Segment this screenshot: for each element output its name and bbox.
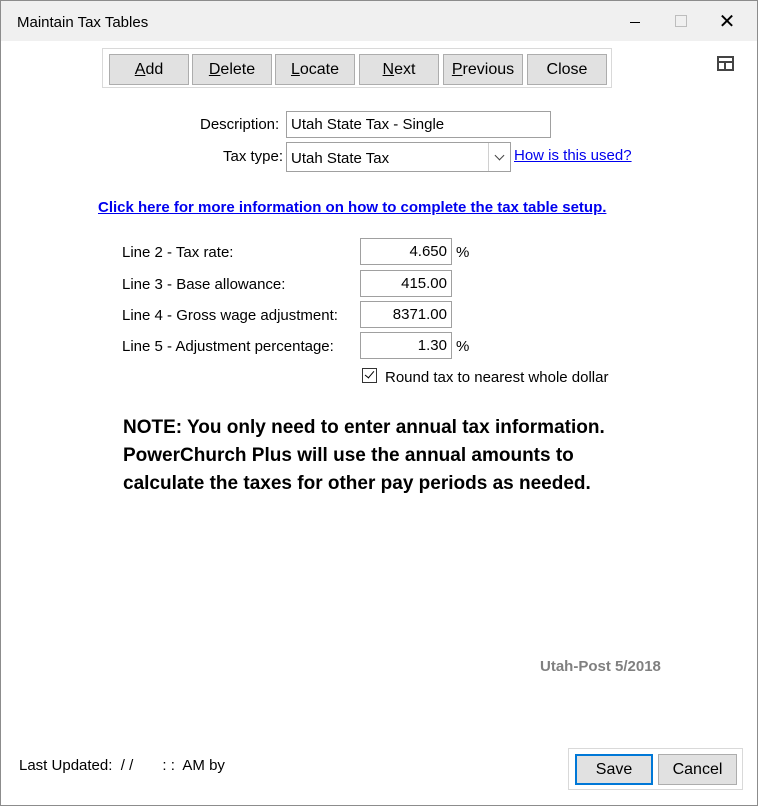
- description-input[interactable]: Utah State Tax - Single: [286, 111, 551, 138]
- delete-button-accel: D: [208, 60, 221, 78]
- close-window-button[interactable]: [704, 1, 750, 41]
- last-updated-label: Last Updated: / / : : AM by: [19, 757, 225, 774]
- locate-button-accel: L: [290, 60, 300, 78]
- next-button-label: ext: [394, 60, 416, 78]
- tax-type-label: Tax type:: [223, 148, 284, 165]
- version-label: Utah-Post 5/2018: [540, 658, 661, 675]
- cancel-button[interactable]: Cancel: [658, 754, 737, 785]
- add-button-label: dd: [145, 60, 164, 78]
- save-button[interactable]: Save: [575, 754, 653, 785]
- adjustment-percentage-input[interactable]: 1.30: [360, 332, 452, 359]
- description-label: Description:: [200, 116, 280, 133]
- next-button[interactable]: [359, 54, 439, 85]
- tax-table-info-link[interactable]: Click here for more information on how to complete the tax table setup.: [98, 199, 607, 216]
- tax-type-dropdown-button[interactable]: [488, 143, 510, 171]
- how-is-this-used-link[interactable]: How is this used?: [514, 147, 632, 164]
- maximize-icon: [675, 15, 687, 27]
- line3-label: Line 3 - Base allowance:: [122, 276, 286, 293]
- previous-button[interactable]: [443, 54, 523, 85]
- tax-type-select[interactable]: [286, 142, 511, 172]
- note-line-1: NOTE: You only need to enter annual tax information.: [123, 417, 605, 438]
- tax-rate-input[interactable]: 4.650: [360, 238, 452, 265]
- tax-rate-percent: %: [456, 244, 470, 261]
- add-button[interactable]: [109, 54, 189, 85]
- annual-tax-note: [123, 414, 683, 498]
- previous-button-label: revious: [462, 60, 515, 78]
- checkbox-check-icon: [365, 368, 375, 378]
- note-line-2: PowerChurch Plus will use the annual amounts to: [123, 445, 574, 466]
- toolbar: [102, 48, 612, 88]
- line2-label: Line 2 - Tax rate:: [122, 244, 234, 261]
- round-tax-label[interactable]: Round tax to nearest whole dollar: [385, 369, 609, 386]
- close-icon: ✕: [718, 10, 736, 33]
- previous-button-accel: P: [451, 60, 463, 78]
- minimize-button[interactable]: [612, 1, 658, 41]
- maximize-button[interactable]: [658, 1, 704, 41]
- close-button[interactable]: Close: [527, 54, 607, 85]
- locate-button-label: ocate: [299, 60, 340, 78]
- gross-wage-adjustment-input[interactable]: 8371.00: [360, 301, 452, 328]
- delete-button-label: elete: [220, 60, 256, 78]
- line5-label: Line 5 - Adjustment percentage:: [122, 338, 334, 355]
- chevron-down-icon: [495, 150, 505, 160]
- add-button-accel: A: [134, 60, 146, 78]
- delete-button[interactable]: [192, 54, 272, 85]
- line4-label: Line 4 - Gross wage adjustment:: [122, 307, 338, 324]
- layout-icon[interactable]: [717, 56, 734, 71]
- window-title: Maintain Tax Tables: [17, 14, 149, 31]
- minimize-icon: [630, 22, 640, 23]
- footer-button-group: [568, 748, 743, 790]
- round-tax-checkbox[interactable]: [362, 368, 377, 383]
- locate-button[interactable]: [275, 54, 355, 85]
- base-allowance-input[interactable]: 415.00: [360, 270, 452, 297]
- next-button-accel: N: [382, 60, 395, 78]
- title-bar: [1, 1, 757, 41]
- note-line-3: calculate the taxes for other pay periods as needed.: [123, 473, 591, 494]
- tax-type-value: Utah State Tax: [291, 150, 390, 167]
- adjustment-percent: %: [456, 338, 470, 355]
